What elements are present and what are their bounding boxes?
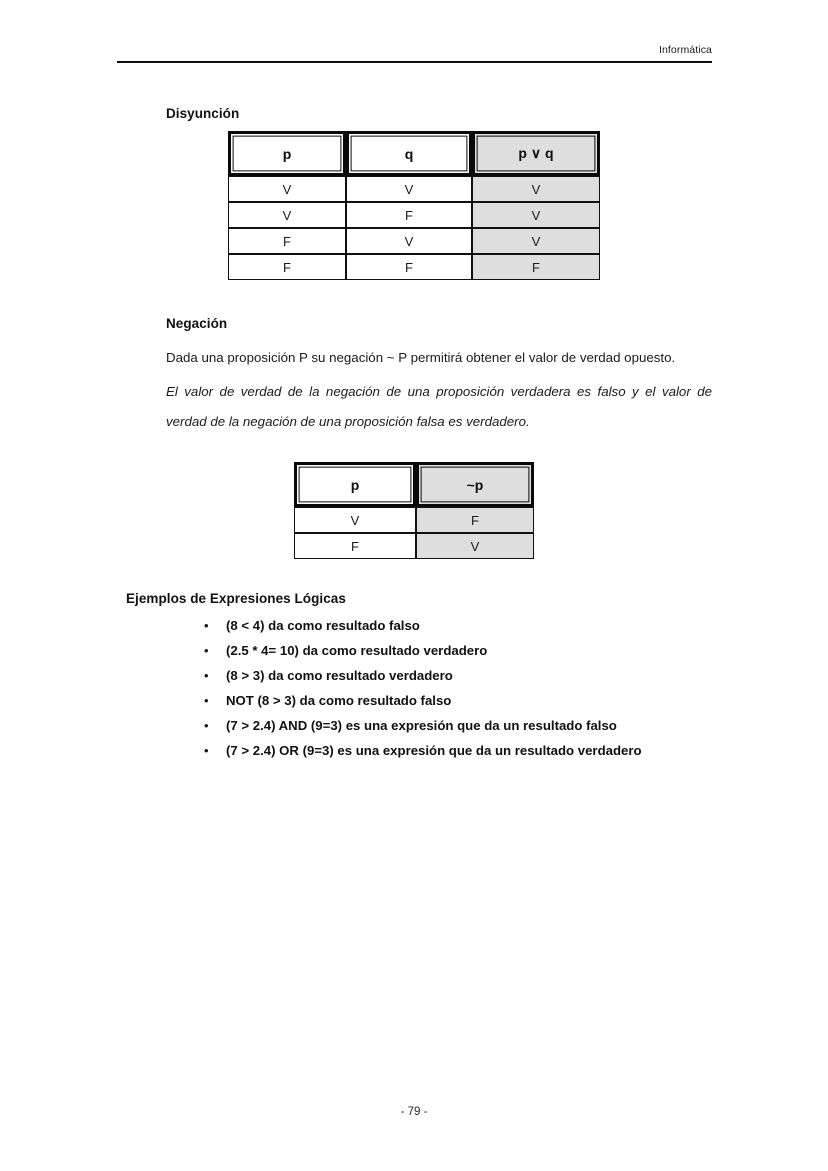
cell-result: V (416, 533, 534, 559)
header-course-label: Informática (658, 44, 712, 56)
list-item-label: NOT (8 > 3) da como resultado falso (226, 693, 452, 708)
list-item (204, 713, 764, 738)
cell-result: F (416, 507, 534, 533)
list-item-label: (8 > 3) da como resultado verdadero (226, 668, 453, 683)
list-item (204, 688, 764, 713)
bullet-dot-icon: • (204, 643, 209, 658)
cell-q: F (346, 202, 472, 228)
column-header-p: p (294, 462, 416, 507)
column-header-q: q (346, 131, 472, 176)
column-header-p-or-q: p ∨ q (472, 131, 600, 176)
bullet-dot-icon: • (204, 618, 209, 633)
list-item-label: (2.5 * 4= 10) da como resultado verdadero (226, 643, 488, 658)
examples-bullet-list (204, 613, 764, 763)
table-row (228, 254, 600, 280)
table-row (228, 202, 600, 228)
page-number-footer: - 79 - (400, 1106, 428, 1118)
page-header (117, 44, 712, 63)
cell-result: V (472, 176, 600, 202)
negation-emphasis-paragraph: El valor de verdad de la negación de una proposición verdadera es falso y el valor de verdad de la negación de una proposición falsa es verdadero. (166, 384, 712, 429)
table-header-row (294, 462, 534, 507)
list-item (204, 738, 764, 763)
bullet-dot-icon: • (204, 668, 209, 683)
cell-p: F (228, 254, 346, 280)
column-header-p: p (228, 131, 346, 176)
heading-ejemplos-expresiones-logicas: Ejemplos de Expresiones Lógicas (126, 591, 346, 606)
column-header-not-p: ~p (416, 462, 534, 507)
table-row (228, 176, 600, 202)
bullet-dot-icon: • (204, 718, 209, 733)
header-rule (117, 61, 712, 63)
cell-p: V (228, 176, 346, 202)
negation-truth-table (294, 462, 534, 559)
heading-disyuncion: Disyunción (166, 106, 240, 121)
bullet-dot-icon: • (204, 743, 209, 758)
list-item-label: (7 > 2.4) OR (9=3) es una expresión que da un resultado verdadero (226, 743, 642, 758)
negation-definition-paragraph: Dada una proposición P su negación ~ P permitirá obtener el valor de verdad opuesto. (166, 350, 676, 365)
disjunction-truth-table (228, 131, 600, 280)
list-item (204, 663, 764, 688)
cell-p: V (228, 202, 346, 228)
table-header-row (228, 131, 600, 176)
cell-result: V (472, 202, 600, 228)
list-item-label: (7 > 2.4) AND (9=3) es una expresión que da un resultado falso (226, 718, 617, 733)
cell-result: F (472, 254, 600, 280)
bullet-dot-icon: • (204, 693, 209, 708)
table-row (294, 507, 534, 533)
list-item-label: (8 < 4) da como resultado falso (226, 618, 420, 633)
list-item (204, 613, 764, 638)
table-row (228, 228, 600, 254)
table-row (294, 533, 534, 559)
heading-negacion: Negación (166, 316, 228, 331)
cell-p: F (228, 228, 346, 254)
list-item (204, 638, 764, 663)
cell-q: F (346, 254, 472, 280)
cell-p: V (294, 507, 416, 533)
cell-p: F (294, 533, 416, 559)
cell-result: V (472, 228, 600, 254)
cell-q: V (346, 176, 472, 202)
cell-q: V (346, 228, 472, 254)
